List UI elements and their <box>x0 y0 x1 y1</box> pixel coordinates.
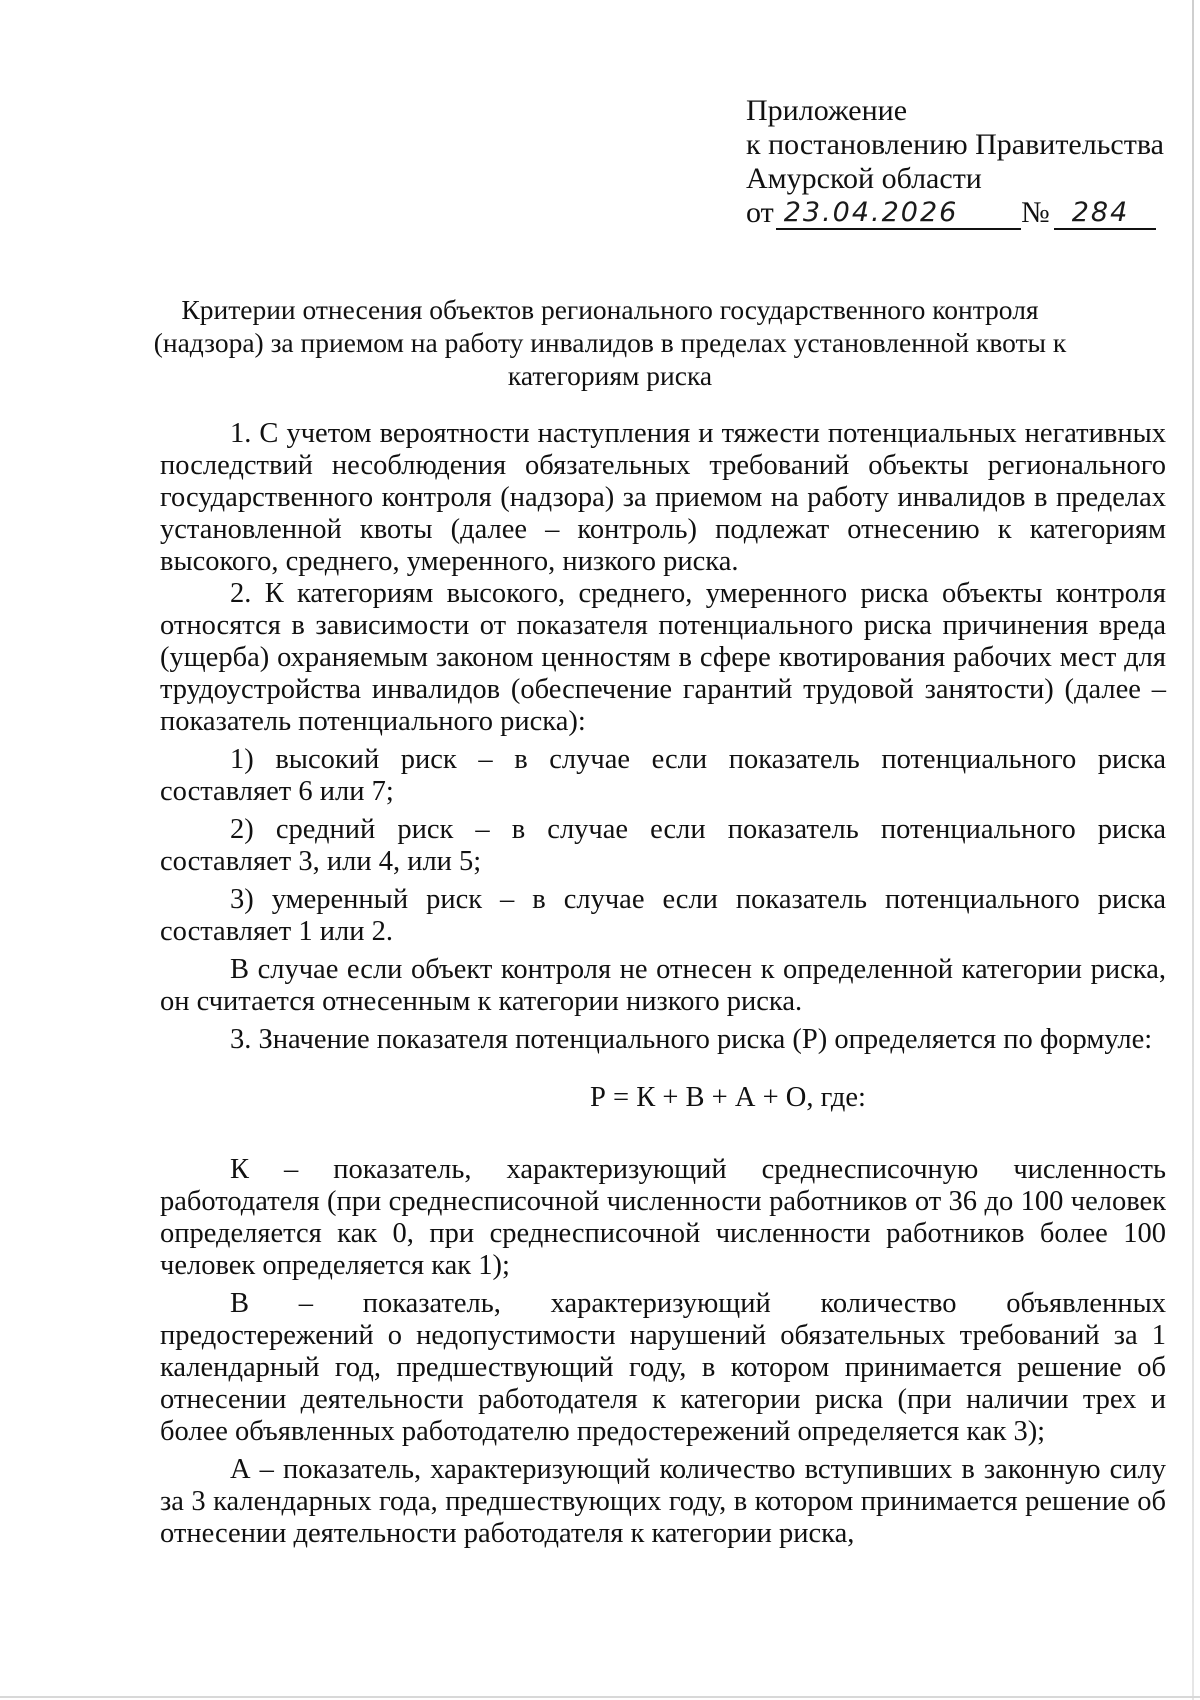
appendix-header <box>746 94 1164 230</box>
document-body <box>160 418 1166 1550</box>
definition-a: А – показатель, характеризующий количество вступивших в законную силу за 3 календарных года, предшествующих году, в котором принимается решение об отнесении деятельности работодателя к категории риска, <box>160 1454 1166 1549</box>
paragraph-1: 1. С учетом вероятности наступления и тяжести потенциальных негативных последствий несоблюдения обязательных требований объекты регионального государственного контроля (надзора) за приемом на работу инвалидов в пределах установленной квоты (далее – контроль) подлежат отнесению к категориям высокого, среднего, умеренного, низкого риска. <box>160 418 1166 577</box>
paragraph-2-item-3: 3) умеренный риск – в случае если показатель потенциального риска составляет 1 или 2. <box>160 884 1166 947</box>
appendix-label: Приложение <box>746 94 908 127</box>
scan-edge-right <box>1192 0 1194 1700</box>
risk-formula: Р = К + В + А + О, где: <box>590 1082 866 1113</box>
paragraph-2-item-1: 1) высокий риск – в случае если показатель потенциального риска составляет 6 или 7; <box>160 744 1166 807</box>
handwritten-date: 23.04.2026 <box>783 197 959 228</box>
appendix-date-number-line <box>746 196 1156 230</box>
definition-b: В – показатель, характеризующий количество объявленных предостережений о недопустимости нарушений обязательных требований за 1 календарный год, предшествующий году, в котором принимается решение об отнесении деятельности работодателя к категории риска (при наличии трех и более объявленных работодателю предостережений определяется как 3); <box>160 1288 1166 1447</box>
paragraph-2-item-2: 2) средний риск – в случае если показатель потенциального риска составляет 3, или 4, или 5; <box>160 814 1166 877</box>
date-prefix: от <box>746 196 774 229</box>
number-slot <box>1054 197 1156 230</box>
definition-k: К – показатель, характеризующий среднесписочную численность работодателя (при среднесписочной численности работников от 36 до 100 человек определяется как 0, при среднесписочной численности работников более 100 человек определяется как 1); <box>160 1154 1166 1281</box>
date-slot <box>776 197 1021 230</box>
appendix-region: Амурской области <box>746 162 982 195</box>
paragraph-2-note: В случае если объект контроля не отнесен к определенной категории риска, он считается отнесенным к категории низкого риска. <box>160 954 1166 1017</box>
paragraph-2: 2. К категориям высокого, среднего, умеренного риска объекты контроля относятся в зависимости от показателя потенциального риска причинения вреда (ущерба) охраняемым законом ценностям в сфере квотирования рабочих мест для трудоустройства инвалидов (обеспечение гарантий трудовой занятости) (далее – показатель потенциального риска): <box>160 578 1166 737</box>
appendix-resolution: к постановлению Правительства <box>746 128 1164 161</box>
number-sign: № <box>1021 196 1050 229</box>
handwritten-number: 284 <box>1071 197 1130 228</box>
paragraph-3: 3. Значение показателя потенциального риска (Р) определяется по формуле: <box>230 1024 1153 1055</box>
document-title: Критерии отнесения объектов регионального государственного контроля (надзора) за приемом на работу инвалидов в пределах установленной квоты к категориям риска <box>153 294 1067 391</box>
scan-edge-bottom <box>0 1696 1200 1698</box>
